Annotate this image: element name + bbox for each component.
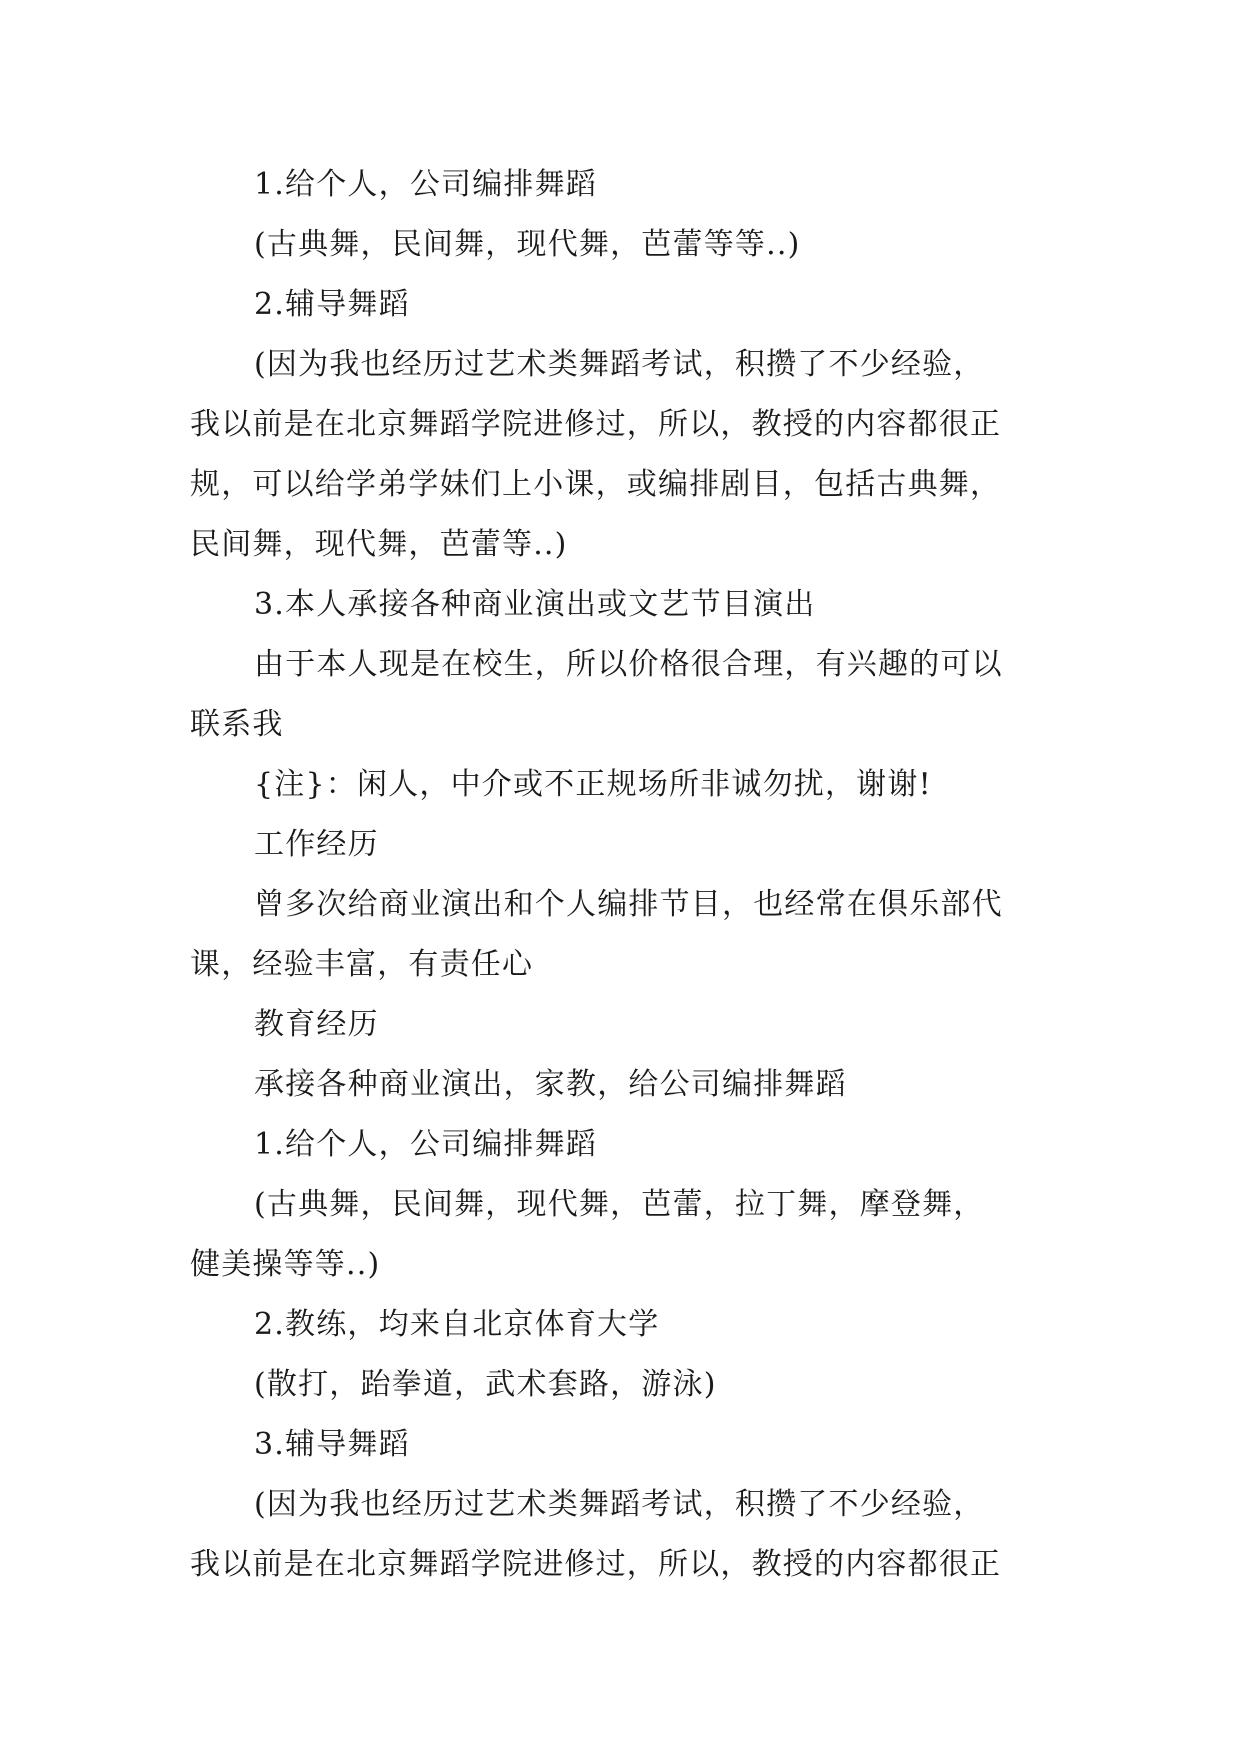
document-line: 承接各种商业演出，家教，给公司编排舞蹈 — [254, 1067, 847, 1102]
document-line: (古典舞，民间舞，现代舞，芭蕾等等..) — [254, 227, 801, 262]
document-line: 民间舞，现代舞，芭蕾等..) — [190, 527, 568, 562]
document-line: {注}：闲人，中介或不正规场所非诚勿扰，谢谢! — [254, 767, 932, 802]
document-line: 由于本人现是在校生，所以价格很合理，有兴趣的可以 — [254, 647, 1003, 682]
document-line: (散打，跆拳道，武术套路，游泳) — [254, 1367, 717, 1402]
document-line: (因为我也经历过艺术类舞蹈考试，积攒了不少经验， — [254, 1487, 985, 1522]
document-line: 2.教练，均来自北京体育大学 — [254, 1307, 660, 1342]
document-line: 健美操等等..) — [190, 1247, 381, 1282]
document-line: 2.辅导舞蹈 — [254, 287, 410, 322]
document-line: 规，可以给学弟学妹们上小课，或编排剧目，包括古典舞， — [190, 467, 1002, 502]
document-line: (古典舞，民间舞，现代舞，芭蕾，拉丁舞，摩登舞， — [254, 1187, 985, 1222]
document-line: 曾多次给商业演出和个人编排节目，也经常在俱乐部代 — [254, 887, 1003, 922]
document-line: 3.本人承接各种商业演出或文艺节目演出 — [254, 587, 816, 622]
document-line: 我以前是在北京舞蹈学院进修过，所以，教授的内容都很正 — [190, 1547, 1002, 1582]
document-line: 联系我 — [190, 707, 284, 742]
document-body — [190, 155, 1070, 1595]
document-line: 教育经历 — [254, 1007, 379, 1042]
document-line: (因为我也经历过艺术类舞蹈考试，积攒了不少经验， — [254, 347, 985, 382]
document-line: 课，经验丰富，有责任心 — [190, 947, 534, 982]
document-line: 1.给个人，公司编排舞蹈 — [254, 167, 598, 202]
document-line: 1.给个人，公司编排舞蹈 — [254, 1127, 598, 1162]
document-line: 我以前是在北京舞蹈学院进修过，所以，教授的内容都很正 — [190, 407, 1002, 442]
document-line: 工作经历 — [254, 827, 379, 862]
document-line: 3.辅导舞蹈 — [254, 1427, 410, 1462]
